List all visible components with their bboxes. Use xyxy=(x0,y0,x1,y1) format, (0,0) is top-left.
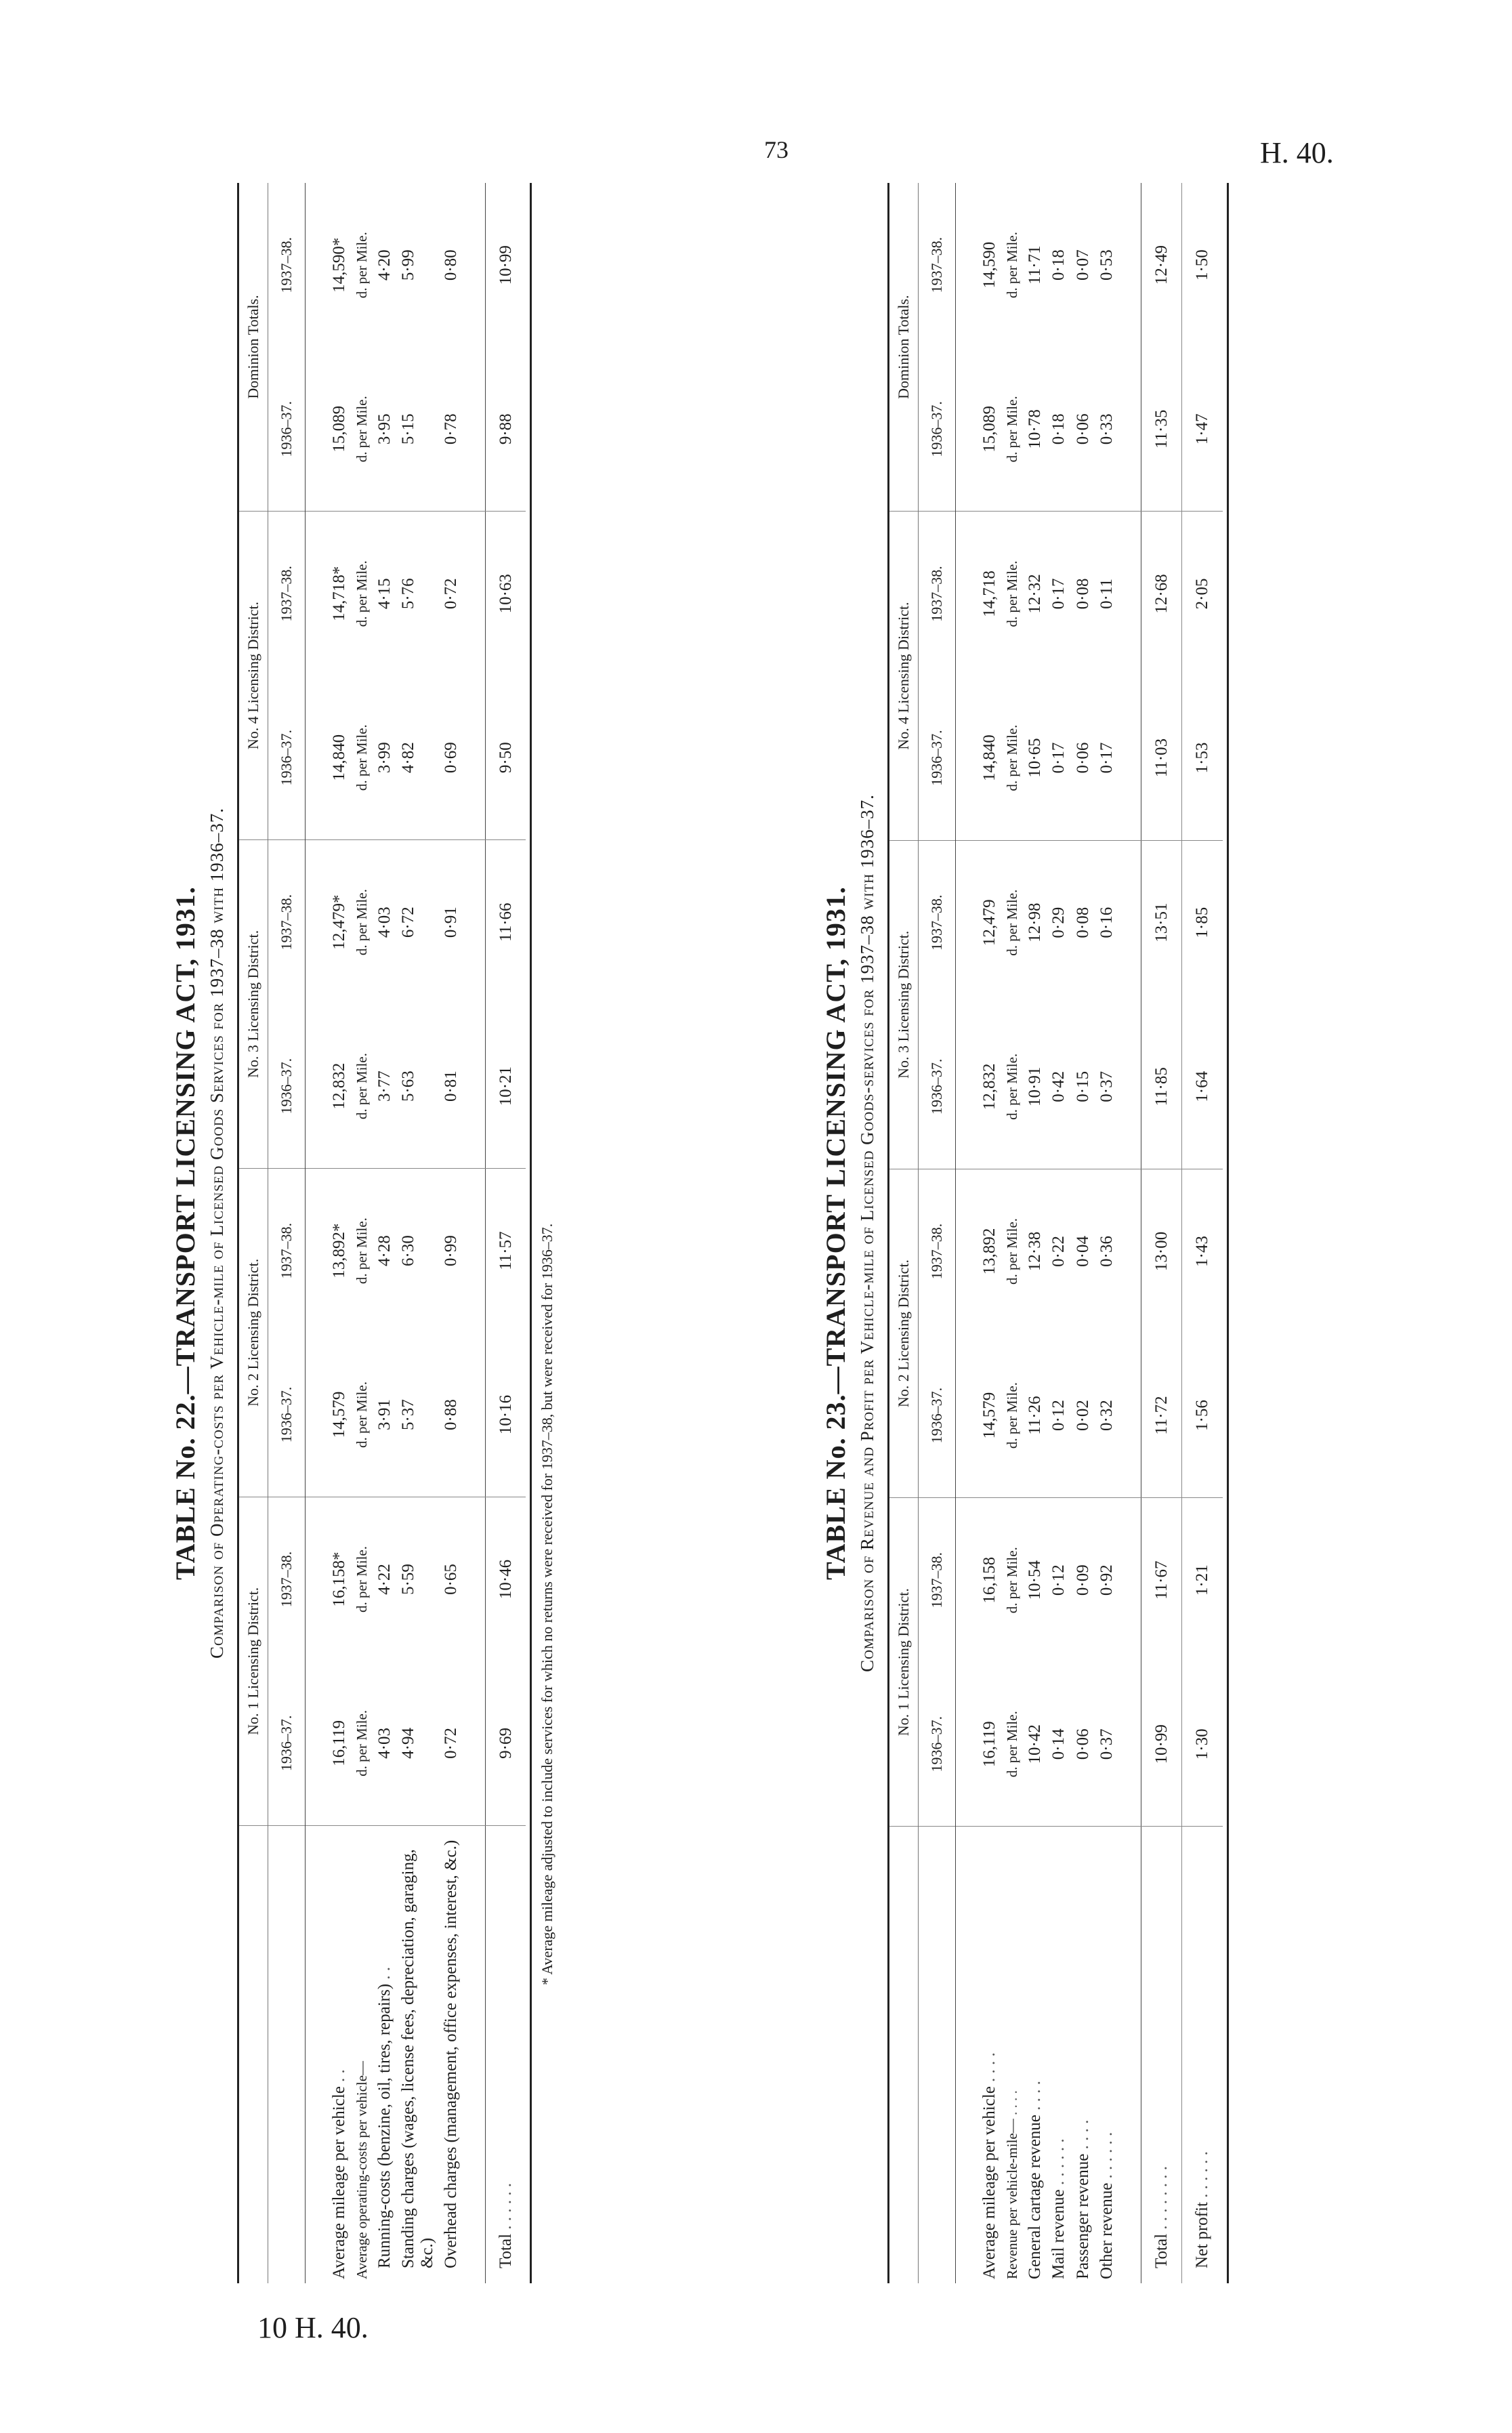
value-cell: 11·67 xyxy=(1141,1498,1182,1663)
table-23-row xyxy=(1002,183,1023,2283)
table-22-year-header: 1936–37. xyxy=(268,1004,306,1168)
table-23-year-header: 1936–37. xyxy=(919,1005,956,1169)
value-cell: 0·09 xyxy=(1073,1564,1092,1596)
value-cell: 0·78 xyxy=(439,347,463,511)
value-cell: 10·99 xyxy=(485,183,526,347)
value-cell: 1·47 xyxy=(1182,347,1223,512)
value-cell: 12·38 xyxy=(1025,1231,1044,1272)
value-cell: 12,479 xyxy=(980,899,999,947)
value-cell: 0·12 xyxy=(1047,1333,1071,1498)
value-cell: 14,590 xyxy=(980,241,999,289)
row-label: General cartage revenue xyxy=(1025,2115,1044,2279)
value-cell: 0·16 xyxy=(1097,907,1116,938)
value-cell: 4·82 xyxy=(396,675,439,839)
table-23-group-header: No. 3 Licensing District. xyxy=(889,840,919,1169)
leader-dots: . . xyxy=(375,1966,394,1980)
value-cell: 13·00 xyxy=(1141,1169,1182,1333)
table-22-grid xyxy=(237,183,532,2283)
row-label: Standing charges (wages, license fees, depreciation, garaging, &c.) xyxy=(399,1849,436,2268)
value-cell: 0·37 xyxy=(1095,1005,1119,1169)
value-cell: 0·17 xyxy=(1047,676,1071,841)
value-cell: d. per Mile. xyxy=(1002,676,1023,841)
value-cell: 0·69 xyxy=(439,675,463,839)
table-22-row xyxy=(327,183,352,2283)
value-cell: 11·26 xyxy=(1023,1333,1047,1498)
value-cell: 11·85 xyxy=(1141,1005,1182,1169)
table-22-year-header: 1937–38. xyxy=(268,183,306,347)
value-cell: 4·20 xyxy=(375,249,394,281)
value-cell: d. per Mile. xyxy=(353,232,370,299)
table-23-group-header: Dominion Totals. xyxy=(889,183,919,512)
value-cell: 10·78 xyxy=(1023,347,1047,512)
table-22-year-header: 1937–38. xyxy=(268,512,306,676)
value-cell: 5·99 xyxy=(399,249,418,281)
value-cell: 0·06 xyxy=(1071,347,1095,512)
value-cell: 11·57 xyxy=(485,1168,526,1333)
table-23-year-header: 1937–38. xyxy=(919,1169,956,1333)
value-cell: 3·77 xyxy=(373,1004,397,1168)
table-22-group-header: No. 2 Licensing District. xyxy=(238,1168,268,1497)
value-cell: 0·36 xyxy=(1097,1236,1116,1267)
value-cell: 1·43 xyxy=(1182,1169,1223,1333)
row-label-cell xyxy=(439,1825,463,2283)
row-label-cell xyxy=(1095,1827,1119,2283)
row-label-cell xyxy=(1071,1827,1095,2283)
table-23-net-profit-row xyxy=(1182,183,1223,2283)
table-22-year-header: 1937–38. xyxy=(268,1168,306,1333)
value-cell: d. per Mile. xyxy=(1003,232,1020,299)
leader-dots: . . xyxy=(330,2069,348,2082)
value-cell: 10·46 xyxy=(485,1497,526,1661)
value-cell: 0·91 xyxy=(442,907,461,938)
value-cell: 4·28 xyxy=(375,1235,394,1266)
value-cell: 14,579 xyxy=(327,1333,352,1497)
table-22-year-header: 1936–37. xyxy=(268,675,306,839)
value-cell: d. per Mile. xyxy=(352,1333,373,1497)
row-label-cell xyxy=(1002,1827,1023,2283)
table-22-year-header: 1936–37. xyxy=(268,347,306,511)
value-cell: 0·65 xyxy=(442,1564,461,1595)
spacer-row xyxy=(306,183,328,2283)
value-cell: 16,158 xyxy=(980,1556,999,1604)
value-cell: 10·99 xyxy=(1141,1662,1182,1827)
table-22-group-header: Dominion Totals. xyxy=(238,183,268,512)
value-cell: d. per Mile. xyxy=(1002,1005,1023,1169)
value-cell: 5·59 xyxy=(399,1564,418,1595)
table-22-row xyxy=(373,183,397,2283)
value-cell: 0·08 xyxy=(1073,578,1092,610)
value-cell: 0·17 xyxy=(1049,578,1068,610)
value-cell: 1·21 xyxy=(1182,1498,1223,1663)
table-end-rule xyxy=(1223,183,1228,2283)
value-cell: 0·18 xyxy=(1047,347,1071,512)
row-label-cell xyxy=(1182,1827,1223,2283)
value-cell: 0·29 xyxy=(1049,907,1068,938)
table-23-group-header: No. 1 Licensing District. xyxy=(889,1498,919,1827)
table-23-group-header: No. 2 Licensing District. xyxy=(889,1169,919,1497)
leader-dots: . . . . xyxy=(1025,2081,1044,2110)
value-cell: 0·18 xyxy=(1049,249,1068,281)
table-23-title: TABLE No. 23.—TRANSPORT LICENSING ACT, 1931. xyxy=(820,886,851,1580)
row-label-cell xyxy=(1141,1827,1182,2283)
table-22-subtitle: Comparison of Operating-costs per Vehicle-mile of Licensed Goods Services for 1937–38 with 1936–37. xyxy=(207,808,227,1659)
page-number: 73 xyxy=(764,136,789,163)
spacer-row xyxy=(956,183,978,2283)
row-label: Average operating-costs per vehicle— xyxy=(353,2060,370,2279)
value-cell: 12·68 xyxy=(1141,512,1182,676)
table-22-corner xyxy=(238,1825,268,2283)
value-cell: 0·81 xyxy=(439,1004,463,1168)
leader-dots: . . . . . . . . xyxy=(1152,2165,1171,2230)
value-cell: 5·63 xyxy=(396,1004,439,1168)
value-cell: 10·21 xyxy=(485,1004,526,1168)
row-label: Revenue per vehicle-mile— xyxy=(1003,2119,1020,2279)
value-cell: 0·80 xyxy=(442,249,461,281)
value-cell: 2·05 xyxy=(1182,512,1223,676)
parliamentary-reference-top: H. 40. xyxy=(1260,136,1334,169)
row-label-cell xyxy=(373,1825,397,2283)
table-23-year-header: 1937–38. xyxy=(919,840,956,1005)
row-label-cell xyxy=(396,1825,439,2283)
value-cell: d. per Mile. xyxy=(352,675,373,839)
table-23-corner xyxy=(889,1827,919,2283)
value-cell: 0·06 xyxy=(1071,676,1095,841)
row-label: Passenger revenue xyxy=(1073,2153,1092,2279)
value-cell: 16,119 xyxy=(978,1662,1002,1827)
value-cell: 12,832 xyxy=(327,1004,352,1168)
table-23-year-header: 1936–37. xyxy=(919,1333,956,1498)
value-cell: 4·03 xyxy=(375,907,394,938)
value-cell: 5·76 xyxy=(399,578,418,610)
table-22-footnote: * Average mileage adjusted to include services for which no returns were received for 1937–38, but were received for 1936–37. xyxy=(539,1223,556,1985)
value-cell: 0·22 xyxy=(1049,1236,1068,1267)
value-cell: 14,840 xyxy=(327,675,352,839)
value-cell: 0·42 xyxy=(1047,1005,1071,1169)
value-cell: 11·72 xyxy=(1141,1333,1182,1498)
value-cell: 6·72 xyxy=(399,907,418,938)
value-cell: d. per Mile. xyxy=(353,889,370,956)
value-cell: 0·02 xyxy=(1071,1333,1095,1498)
value-cell: 0·32 xyxy=(1095,1333,1119,1498)
value-cell: 0·33 xyxy=(1095,347,1119,512)
row-label: Running-costs (benzine, oil, tires, repairs) xyxy=(375,1983,394,2268)
table-23 xyxy=(820,183,1229,2283)
value-cell: 14,718 xyxy=(980,570,999,617)
value-cell: 0·88 xyxy=(439,1333,463,1497)
value-cell: 12·32 xyxy=(1025,574,1044,614)
value-cell: 12,479* xyxy=(330,894,348,950)
value-cell: 3·99 xyxy=(373,675,397,839)
value-cell: 16,158* xyxy=(330,1552,348,1607)
value-cell: 4·03 xyxy=(373,1661,397,1825)
value-cell: d. per Mile. xyxy=(1002,1662,1023,1827)
value-cell: d. per Mile. xyxy=(1003,1218,1020,1285)
table-23-year-header: 1936–37. xyxy=(919,676,956,841)
value-cell: 12,832 xyxy=(978,1005,1002,1169)
row-label: Average mileage per vehicle xyxy=(980,2086,999,2279)
row-label: Overhead charges (management, office expenses, interest, &c.) xyxy=(442,1839,461,2268)
value-cell: 10·16 xyxy=(485,1333,526,1497)
value-cell: 0·07 xyxy=(1073,249,1092,281)
value-cell: 11·03 xyxy=(1141,676,1182,841)
value-cell: 13,892* xyxy=(330,1223,348,1278)
value-cell: d. per Mile. xyxy=(352,347,373,511)
table-22-year-header: 1936–37. xyxy=(268,1333,306,1497)
table-22-group-header: No. 3 Licensing District. xyxy=(238,839,268,1168)
value-cell: 11·66 xyxy=(485,839,526,1004)
table-22-row xyxy=(396,183,439,2283)
value-cell: 0·12 xyxy=(1049,1564,1068,1596)
value-cell: 0·37 xyxy=(1095,1662,1119,1827)
value-cell: 13·51 xyxy=(1141,840,1182,1005)
value-cell: 12·49 xyxy=(1141,183,1182,347)
value-cell: 0·72 xyxy=(439,1661,463,1825)
value-cell: 14,718* xyxy=(330,566,348,621)
value-cell: 5·15 xyxy=(396,347,439,511)
value-cell: 0·14 xyxy=(1047,1662,1071,1827)
leader-dots: . . . . xyxy=(1003,2090,1020,2116)
spacer-row xyxy=(1119,183,1141,2283)
value-cell: 14,840 xyxy=(978,676,1002,841)
value-cell: 6·30 xyxy=(399,1235,418,1266)
table-22-row xyxy=(439,183,463,2283)
value-cell: d. per Mile. xyxy=(1002,347,1023,512)
value-cell: 0·72 xyxy=(442,578,461,610)
row-label-cell xyxy=(485,1825,526,2283)
value-cell: 0·15 xyxy=(1071,1005,1095,1169)
value-cell: 1·50 xyxy=(1182,183,1223,347)
table-23-row xyxy=(978,183,1002,2283)
table-23-subtitle: Comparison of Revenue and Profit per Vehicle-mile of Licensed Goods-services for 1937–38 with 1936–37. xyxy=(857,794,877,1672)
row-label-cell xyxy=(327,1825,352,2283)
value-cell: 15,089 xyxy=(978,347,1002,512)
value-cell: 14,590* xyxy=(330,237,348,293)
table-23-group-header: No. 4 Licensing District. xyxy=(889,512,919,840)
table-23-year-header: 1937–38. xyxy=(919,512,956,676)
parliamentary-reference-bottom: 10 H. 40. xyxy=(257,2311,369,2344)
value-cell: 3·95 xyxy=(373,347,397,511)
table-22-year-header: 1936–37. xyxy=(268,1661,306,1825)
value-cell: 0·92 xyxy=(1097,1564,1116,1596)
value-cell: 1·30 xyxy=(1182,1662,1223,1827)
value-cell: 1·53 xyxy=(1182,676,1223,841)
table-23-year-header: 1937–38. xyxy=(919,183,956,347)
leader-dots: . . . . . . xyxy=(1097,2132,1116,2179)
leader-dots: . . . . xyxy=(1073,2119,1092,2150)
row-label: Net profit xyxy=(1193,2202,1212,2268)
row-label: Other revenue xyxy=(1097,2182,1116,2279)
value-cell: d. per Mile. xyxy=(1003,889,1020,956)
table-23-row xyxy=(1047,183,1071,2283)
leader-dots: . . . . . . xyxy=(1193,2151,1212,2198)
rotated-content xyxy=(169,183,1402,2283)
value-cell: 13,892 xyxy=(980,1228,999,1275)
value-cell: 0·11 xyxy=(1097,578,1116,609)
value-cell: 0·17 xyxy=(1095,676,1119,841)
row-label-cell xyxy=(352,1825,373,2283)
value-cell: 1·64 xyxy=(1182,1005,1223,1169)
value-cell: d. per Mile. xyxy=(353,1218,370,1285)
table-end-rule xyxy=(526,183,531,2283)
value-cell: 1·85 xyxy=(1182,840,1223,1005)
leader-dots: . . . . . . xyxy=(1049,2138,1068,2186)
value-cell: d. per Mile. xyxy=(1003,1547,1020,1614)
table-23-row xyxy=(1023,183,1047,2283)
value-cell: 10·42 xyxy=(1023,1662,1047,1827)
value-cell: 0·08 xyxy=(1073,907,1092,938)
value-cell: 3·91 xyxy=(373,1333,397,1497)
value-cell: 15,089 xyxy=(327,347,352,511)
value-cell: 10·91 xyxy=(1023,1005,1047,1169)
table-22-year-header: 1937–38. xyxy=(268,839,306,1004)
value-cell: 12·98 xyxy=(1025,902,1044,942)
value-cell: 4·22 xyxy=(375,1564,394,1595)
value-cell: 11·35 xyxy=(1141,347,1182,512)
value-cell: 4·94 xyxy=(396,1661,439,1825)
value-cell: 10·54 xyxy=(1025,1560,1044,1600)
value-cell: 10·65 xyxy=(1023,676,1047,841)
value-cell: 16,119 xyxy=(327,1661,352,1825)
table-23-total-row xyxy=(1141,183,1182,2283)
table-22-group-header: No. 4 Licensing District. xyxy=(238,512,268,840)
value-cell: d. per Mile. xyxy=(1003,560,1020,627)
table-22-row xyxy=(352,183,373,2283)
table-23-year-header: 1936–37. xyxy=(919,347,956,512)
row-label-cell xyxy=(1047,1827,1071,2283)
table-22-group-header: No. 1 Licensing District. xyxy=(238,1497,268,1825)
leader-dots: . . . . xyxy=(980,2052,999,2082)
table-22-title: TABLE No. 22.—TRANSPORT LICENSING ACT, 1931. xyxy=(170,886,201,1580)
value-cell: d. per Mile. xyxy=(353,560,370,627)
row-label-cell xyxy=(978,1827,1002,2283)
value-cell: d. per Mile. xyxy=(353,1546,370,1613)
row-label: Mail revenue xyxy=(1049,2189,1068,2279)
value-cell: 0·99 xyxy=(442,1235,461,1266)
value-cell: 0·06 xyxy=(1071,1662,1095,1827)
value-cell: 10·63 xyxy=(485,512,526,676)
value-cell: 5·37 xyxy=(396,1333,439,1497)
table-23-grid xyxy=(887,183,1229,2283)
table-23-row xyxy=(1071,183,1095,2283)
value-cell: d. per Mile. xyxy=(352,1004,373,1168)
table-22-total-row xyxy=(485,183,526,2283)
table-22 xyxy=(169,183,556,2283)
table-22-year-header: 1937–38. xyxy=(268,1497,306,1661)
value-cell: 4·15 xyxy=(375,578,394,610)
row-label: Total xyxy=(496,2233,515,2268)
value-cell: 9·50 xyxy=(485,675,526,839)
value-cell: 9·88 xyxy=(485,347,526,511)
row-label: Total xyxy=(1152,2233,1171,2268)
table-23-row xyxy=(1095,183,1119,2283)
value-cell: 9·69 xyxy=(485,1661,526,1825)
value-cell: 0·53 xyxy=(1097,249,1116,281)
row-label: Average mileage per vehicle xyxy=(330,2086,348,2279)
value-cell: d. per Mile. xyxy=(352,1661,373,1825)
row-label-cell xyxy=(1023,1827,1047,2283)
value-cell: d. per Mile. xyxy=(1002,1333,1023,1498)
value-cell: 11·71 xyxy=(1025,245,1044,285)
table-23-year-header: 1936–37. xyxy=(919,1662,956,1827)
spacer-row xyxy=(463,183,486,2283)
table-23-year-header: 1937–38. xyxy=(919,1498,956,1663)
leader-dots: . . . . . . xyxy=(496,2182,515,2230)
value-cell: 0·04 xyxy=(1073,1236,1092,1267)
value-cell: 1·56 xyxy=(1182,1333,1223,1498)
value-cell: 14,579 xyxy=(978,1333,1002,1498)
